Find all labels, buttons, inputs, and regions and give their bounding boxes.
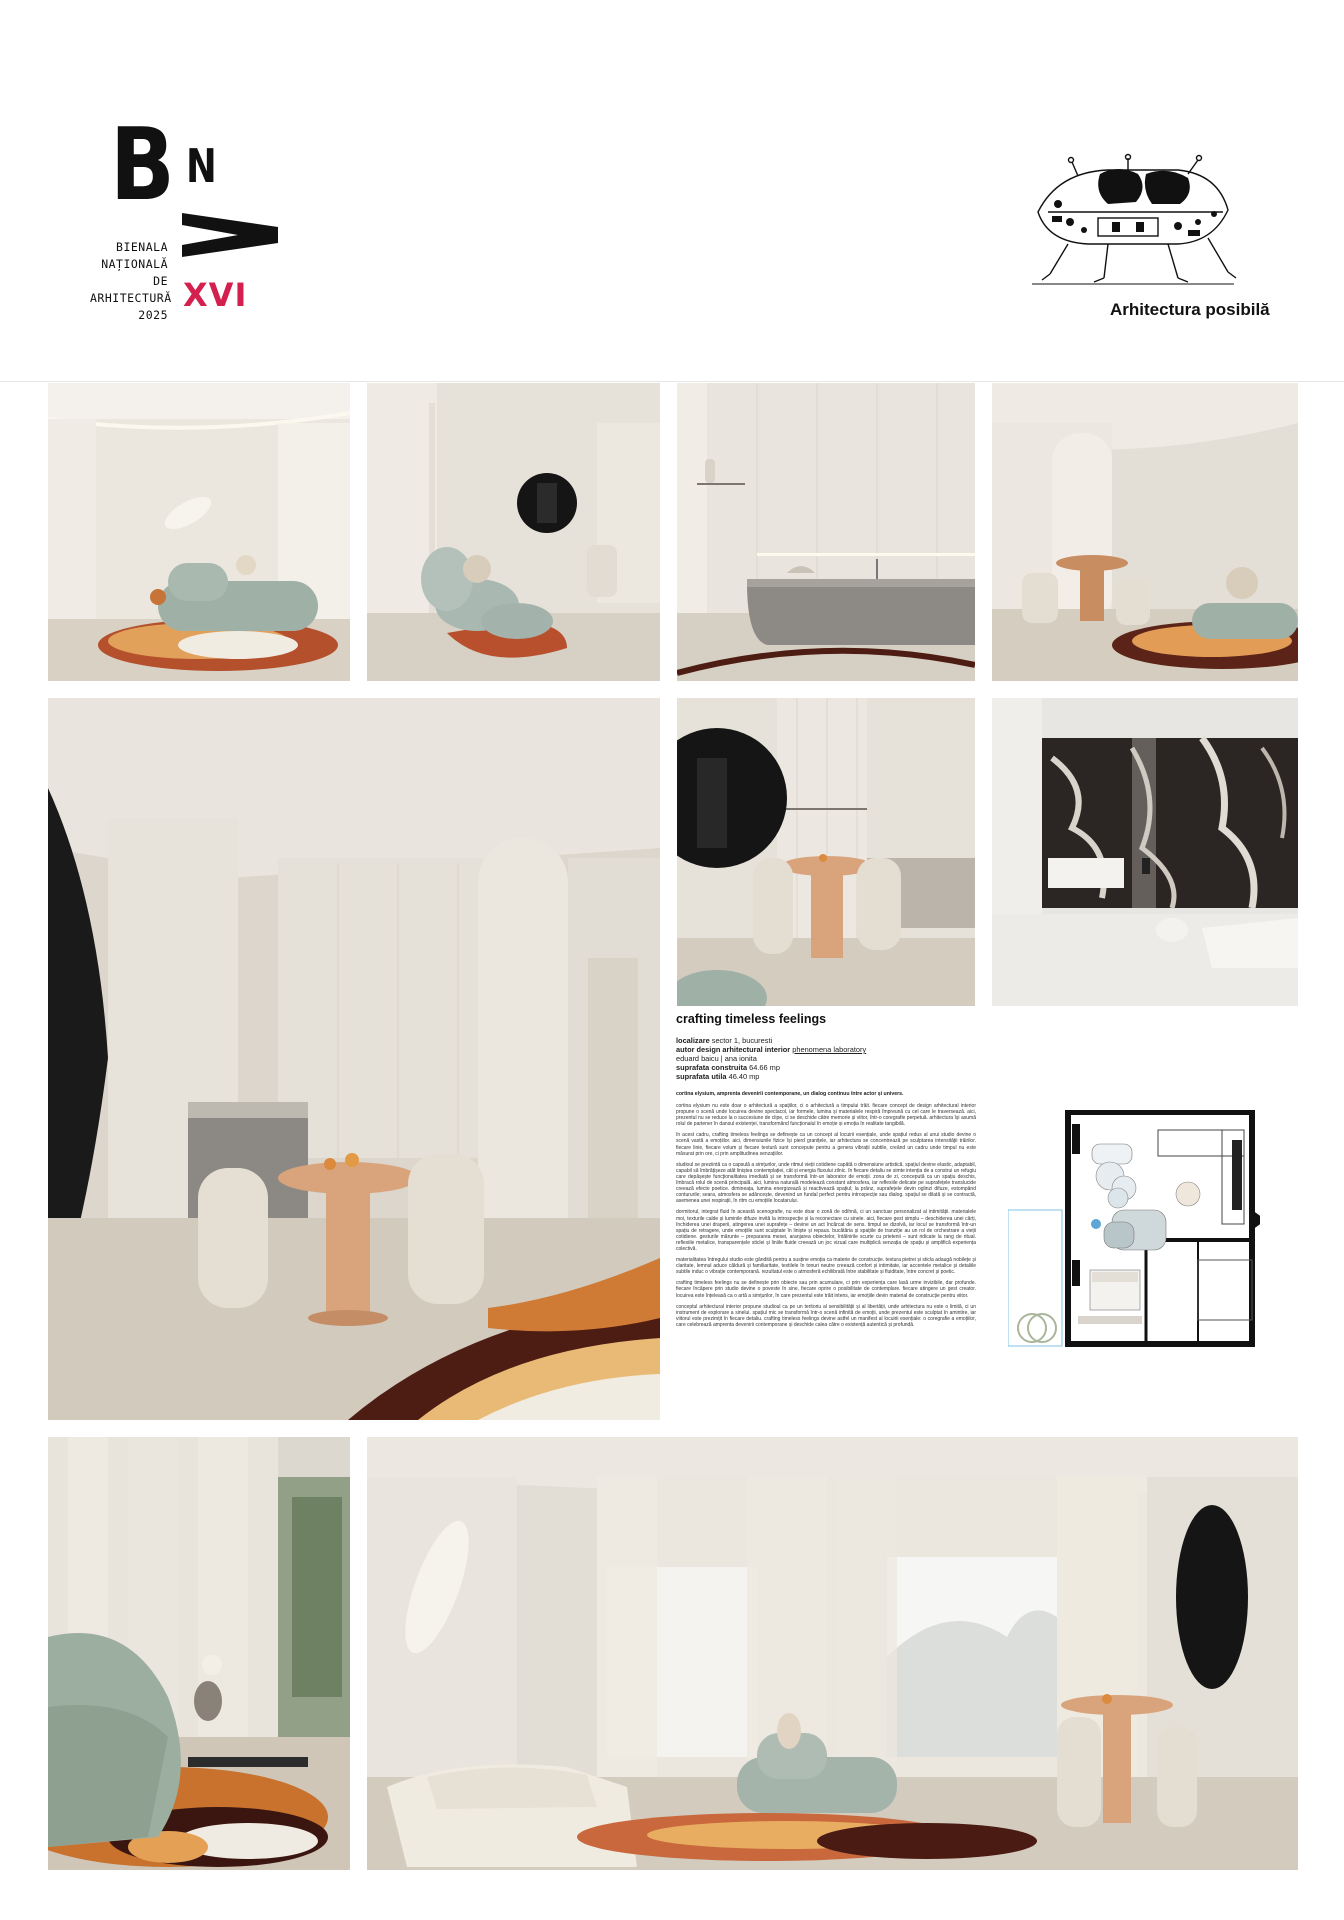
render-dining-main bbox=[48, 698, 660, 1420]
description-paragraph: studioul se preziintă ca o capsulă a simțurilor, unde ritmul vieții cotidiene capătă o dimensiune artistică. spațiul devine elastic, adaptabil, capabil să îmbrățișeze atât liniștea contemplației, cât și energia fluxului zilnic. în fiecare detaliu se simte intenția de a construi un refugiu care depășește funcționalitatea imediată și se transformă într-un laborator de emoții. zona de zi, concepută ca un spațiu deschis, îmbracă rolul de scenă principală. aici, lumina naturală modelează constant atmosfera, iar reflexiile delicate pe suprafețele translucide creează efecte poetice. dimineața, lumina energizează și reactivează spațiul; la prânz, suprafețele devin oglinzi difuze, estompând contururile; seara, atmosfera se adâncește, devenind un fundal perfect pentru introspecție sau dialog. spațiul se dilată și se contractă, asemenea unei respirații, în ritm cu emoțiile locatarului. bbox=[676, 1161, 976, 1205]
meta-team: eduard baicu | ana ionita bbox=[676, 1054, 757, 1063]
meta-suprafata-utila: suprafata utila 46.40 mp bbox=[676, 1072, 760, 1081]
render-bathroom-marble bbox=[992, 698, 1298, 1006]
header-divider bbox=[0, 381, 1344, 382]
project-description bbox=[676, 1012, 976, 1420]
meta-autor: autor design arhitectural interior phenomena laboratory bbox=[676, 1045, 867, 1054]
logo-wordmark bbox=[90, 239, 172, 324]
description-paragraph: crafting timeless feelings nu se definește prin obiecte sau prin acumulare, ci prin experiența care lasă urme invizibile, dar profunde. fiecare încăpere prin studio devine o poveste în sine, fiecare oprire o posibilitate de contemplare. fiecare atingere un gest creator. locuirea este înțeleasă ca o artă a simțurilor, în care prezentul este trăit intens, iar emoțiile devin material de construcție pentru viitor. bbox=[676, 1280, 976, 1299]
bna-logo bbox=[90, 106, 290, 325]
description-paragraph: dormitorul, integrat fluid în această scenografie, nu este doar o zonă de odihnă, ci un sanctuar personalizat al intimității. materialele moi, texturile calde și luminile difuze invită la introspecție și la reconectare cu sinele. aici, fiecare gest simplu – deschiderea unei cărți, închiderea unei draperii, atingerea unei suprafețe – devine un act încărcat de sens. timpul se dizolvă, iar locul se transformă într-un spațiu de retragere, unde emoțiile sunt sculptate în liniște și repaus. bucătăria și spațiile de tranziție au un rol de orchestrare a vieții cotidiene. gesturile mărunte – prepararea mesei, aranjarea obiectelor, întâlnirile scurte cu prietenii – sunt ridicate la rang de ritual. reflexiile metalice, transparențele sticlei și liniile fluide creează un joc vizual care multiplică senzația de spațiu și amplifică experiența colectivă. bbox=[676, 1209, 976, 1252]
render-window-armchair bbox=[48, 1437, 350, 1870]
logo-letter-n: N bbox=[186, 139, 217, 193]
logo-line: BIENALA bbox=[116, 240, 168, 254]
description-paragraph: cortina elysium nu este doar o arhitectură a spațiilor, ci o arhitectură a timpului trăit. fiecare concept de design arhitectural interior propune o scenă unde locuirea devine spectacol, iar formele, lumina și materialele respiră împreună cu cel care le traversează. aici, prezentul nu se reduce la o succesiune de clipe, ci se deschide către memorie și viitor, într-o coregrafie perpetuă. arhitectura își asumă rolul de partener în dansul existenței, transformând funcționalul în emoție și emoția în realitate tangibilă. bbox=[676, 1103, 976, 1128]
render-dining-corner bbox=[992, 383, 1298, 681]
logo-edition: XVI bbox=[183, 276, 248, 314]
robot-walker-icon bbox=[1028, 152, 1238, 287]
logo-line: ARHITECTURĂ bbox=[90, 291, 172, 305]
meta-suprafata-construita: suprafata construita 64.66 mp bbox=[676, 1063, 780, 1072]
logo-letter-a-shape bbox=[182, 197, 278, 259]
logo-line: NAȚIONALĂ bbox=[101, 257, 168, 271]
render-dining-mirror bbox=[677, 698, 975, 1006]
project-title: crafting timeless feelings bbox=[676, 1012, 827, 1026]
logo-letter-b: B bbox=[110, 106, 172, 223]
render-living-mirror bbox=[367, 383, 660, 681]
floor-plan bbox=[1008, 1110, 1260, 1350]
description-paragraph: conceptul arhitectural interior propune studioul ca pe un teritoriu al sensibilității și al libertății, unde arhitectura nu este o limită, ci un instrument de explorare a sinelui. spațiul mic se transformă într-o scenă infinită de emoții, unde prezentul este sculptat în amintire, iar viitorul este prezimțit în fiecare detaliu. crafting timeless feelings devine astfel un manifest al locuirii esențiale: o coregrafie a emoțiilor, care celebrează amprenta devenirii contemporane și deschide calea către o existență autentică și profundă. bbox=[676, 1303, 976, 1328]
description-paragraph: materialitatea întregului studio este gândită pentru a susține emoția ca materie de construcție. textura pietrei și sticla adaugă nobilețe și claritate, lemnul aduce căldură și familiaritate, textilele în tonuri neutre creează confort și intimitate, iar accentele metalice și detaliile subtile induc o vibrație contemporană. rezultatul este o atmosferă echilibrată între stabilitate și fluiditate, între concret și poetic. bbox=[676, 1257, 976, 1276]
logo-line: 2025 bbox=[138, 308, 168, 322]
render-bedroom-panorama bbox=[367, 1437, 1298, 1870]
meta-localizare: localizare sector 1, bucuresti bbox=[676, 1036, 773, 1045]
logo-line: DE bbox=[153, 274, 168, 288]
description-paragraph: în acest cadru, crafting timeless feelings se definește ca un concept al locuirii esențiale, unde spațiul redus al unui studio devine o scenă vastă a emoțiilor. aici, dimensiunile fizice își pierd granițele, iar arhitectura se concentrează pe sculptarea intensității trăirilor. fiecare linie, fiecare volum și fiecare textură sunt concepute pentru a genera vibrații subtile, creând un cadru unde timpul nu este măsurat prin ore, ci prin amplitudinea senzațiilor. bbox=[676, 1132, 976, 1157]
tagline: Arhitectura posibilă bbox=[1110, 300, 1270, 319]
render-living-sofa bbox=[48, 383, 350, 681]
render-kitchen-steel bbox=[677, 383, 975, 681]
project-statement: cortina elysium, amprenta devenirii contemporane, un dialog continuu între actor și univers. bbox=[676, 1091, 904, 1097]
